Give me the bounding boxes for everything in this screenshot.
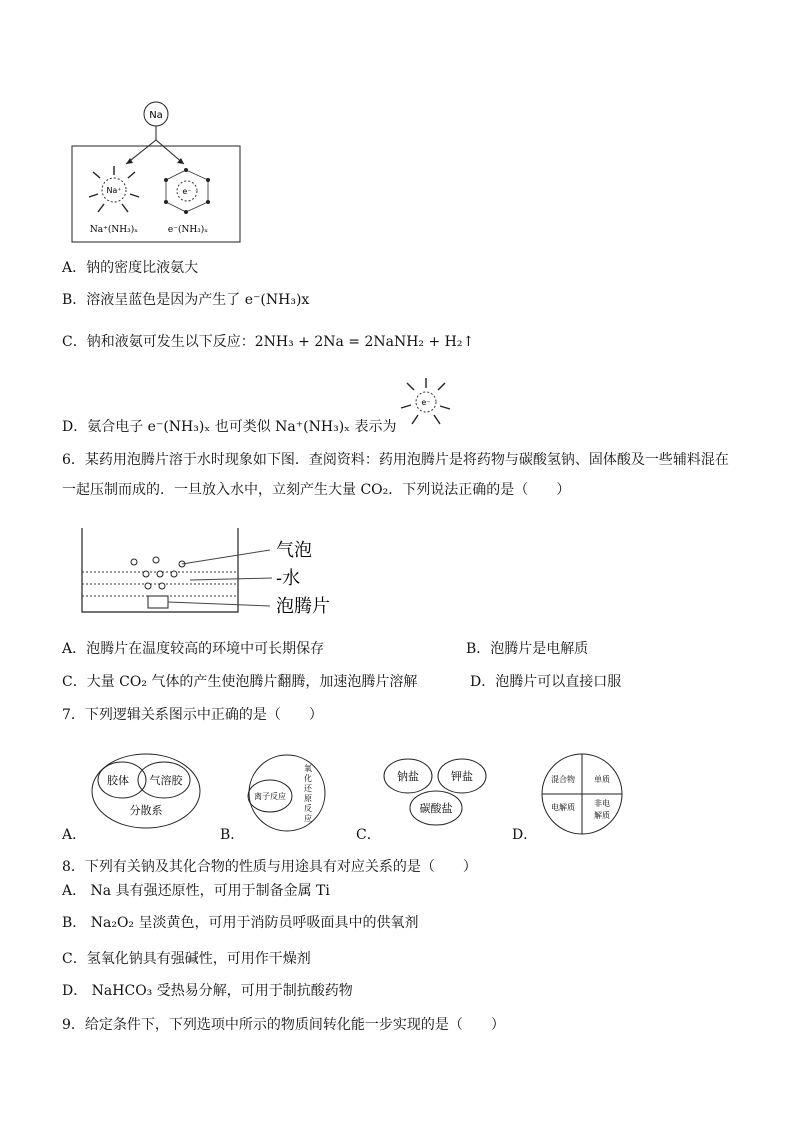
q7-figure-b — [244, 752, 330, 834]
q8-option-d: D． NaHCO₃ 受热易分解，可用于制抗酸药物 — [62, 983, 353, 999]
label-na-nh3: Na⁺(NH₃)ₓ — [89, 225, 139, 235]
q8-option-a: A． Na 具有强还原性，可用于制备金属 Ti — [62, 883, 330, 899]
q8-stem: 8．下列有关钠及其化合物的性质与用途具有对应关系的是（ ） — [62, 859, 477, 875]
label-e-nh3: e⁻(NH₃)ₓ — [167, 225, 209, 235]
q5-option-a: A．钠的密度比液氨大 — [62, 260, 199, 276]
q8-option-b: B． Na₂O₂ 呈淡黄色，可用于消防员呼吸面具中的供氧剂 — [62, 915, 419, 931]
svg-text:反: 反 — [304, 804, 312, 813]
q7-figure-c — [382, 756, 494, 828]
na-top-label: Na — [149, 110, 163, 121]
svg-text:胶体: 胶体 — [107, 774, 129, 787]
q7-label-d: D． — [512, 827, 538, 843]
svg-text:氧: 氧 — [304, 764, 312, 773]
electron-ammonia-icon — [394, 372, 458, 432]
svg-text:Na⁺: Na⁺ — [106, 186, 122, 195]
q7-figure-d — [538, 752, 626, 836]
electron-cluster — [164, 168, 210, 214]
svg-text:e⁻: e⁻ — [421, 398, 431, 407]
q7-figure-a — [88, 750, 204, 832]
svg-text:化: 化 — [304, 774, 312, 783]
svg-text:离子反应: 离子反应 — [254, 792, 286, 801]
q5-option-d: D．氨合电子 e⁻(NH₃)ₓ 也可类似 Na⁺(NH₃)ₓ 表示为 — [62, 419, 397, 435]
svg-text:e⁻: e⁻ — [182, 187, 192, 196]
svg-text:电解质: 电解质 — [551, 803, 575, 812]
q6-stem-line1: 6．某药用泡腾片溶于水时现象如下图．查阅资料：药用泡腾片是将药物与碳酸氢钠、固体酸及一些辅料混在 — [62, 452, 729, 468]
q5-option-b: B．溶液呈蓝色是因为产生了 e⁻(NH₃)x — [62, 292, 310, 308]
svg-text:还: 还 — [304, 784, 312, 793]
svg-text:单质: 单质 — [594, 775, 610, 784]
svg-text:原: 原 — [304, 794, 312, 803]
q8-option-c: C．氢氧化钠具有强碱性，可用作干燥剂 — [62, 951, 311, 967]
svg-text:非电: 非电 — [594, 799, 610, 808]
q7-stem: 7．下列逻辑关系图示中正确的是（ ） — [62, 707, 323, 723]
q6-option-a: A．泡腾片在温度较高的环境中可长期保存 — [62, 641, 325, 657]
label-water: -水 — [276, 568, 301, 589]
svg-text:解质: 解质 — [594, 811, 610, 820]
q6-option-c: C．大量 CO₂ 气体的产生使泡腾片翻腾，加速泡腾片溶解 — [62, 674, 418, 690]
q9-stem: 9．给定条件下，下列选项中所示的物质间转化能一步实现的是（ ） — [62, 1017, 505, 1033]
effervescent-tablet-figure — [70, 520, 350, 620]
na-ion-cluster — [89, 166, 139, 212]
svg-text:气溶胶: 气溶胶 — [149, 774, 183, 787]
svg-text:应: 应 — [304, 814, 312, 823]
label-tablet: 泡腾片 — [276, 596, 330, 617]
q7-label-c: C． — [356, 827, 381, 843]
sodium-ammonia-figure — [60, 98, 250, 246]
q6-option-b: B．泡腾片是电解质 — [466, 641, 589, 657]
q7-label-b: B． — [220, 827, 245, 843]
svg-text:钠盐: 钠盐 — [397, 770, 419, 783]
q6-option-d: D．泡腾片可以直接口服 — [470, 674, 622, 690]
q6-stem-line2: 一起压制而成的．一旦放入水中，立刻产生大量 CO₂．下列说法正确的是（ ） — [62, 482, 571, 498]
svg-text:混合物: 混合物 — [551, 775, 575, 784]
q5-option-c: C．钠和液氨可发生以下反应：2NH₃ + 2Na = 2NaNH₂ + H₂↑ — [62, 334, 475, 350]
q7-label-a: A． — [62, 827, 87, 843]
svg-text:碳酸盐: 碳酸盐 — [419, 802, 453, 815]
svg-text:钾盐: 钾盐 — [451, 770, 473, 783]
label-bubble: 气泡 — [276, 540, 312, 561]
svg-text:分散系: 分散系 — [129, 804, 163, 817]
